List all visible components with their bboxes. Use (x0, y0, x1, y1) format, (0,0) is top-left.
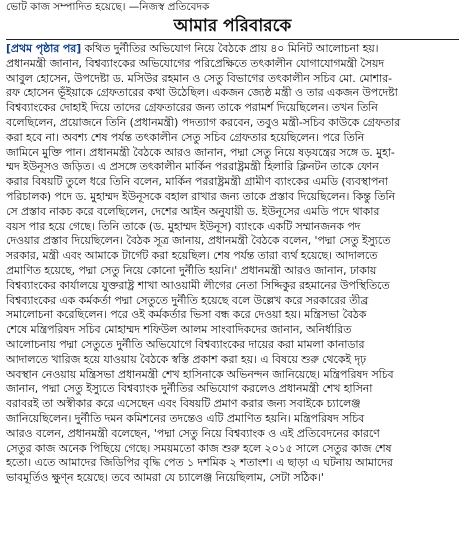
article-line: রফ হোসেন ভূঁইয়াকে গ্রেফতারের কথা উঠেছিল। একজন জ্যেষ্ঠ মন্ত্রী ও তার একজন উপদেষ্টা (6, 86, 398, 100)
article-line: আরও বলেন, প্রধানমন্ত্রী বলেছেন, 'পদ্মা সেতু নিয়ে বিশ্বব্যাংক ও এই প্রতিবেদনের কারণে (6, 426, 380, 440)
article-line: ভাবমূর্তিও ক্ষুণ্ন হয়েছে। তবে আমরা যে চ্যালেঞ্জ নিয়েছিলাম, সেটা সঠিক।' (6, 471, 324, 485)
article-line: বিশ্বব্যাংকের দোহাই দিয়ে তাদের গ্রেফতারের জন্য তাকে পরামর্শ দিয়েছিলেন। তখন তিনি (6, 101, 378, 115)
article-headline: আমার পরিবারকে (173, 16, 292, 36)
article-line: করার বিষয়টি তুলে ধরে তিনি বলেন, মার্কিন পররাষ্ট্রমন্ত্রী গ্রামীণ ব্যাংকের এমডি (ব্যবস্থাপনা (6, 175, 388, 189)
article-line: সেতুর কাজ অনেক পিছিয়ে গেছে। সময়মতো কাজ শুরু হলে ২০১৫ সালে সেতুর কাজ শেষ (6, 441, 392, 455)
article-line: প্রধানমন্ত্রী জানান, বিশ্বব্যাংকের অভিযোগের পরিপ্রেক্ষিতে তৎকালীন যোগাযোগমন্ত্রী সৈয়দ (6, 56, 385, 70)
article-line: বয়স পার হয়ে গেছে। তিনি তাকে (ড. মুহাম্মদ ইউনূস) ব্যাংকে একটি সম্মানজনক পদ (6, 219, 361, 233)
article-line: সমালোচনা করেছিলেন। পরে ওই কর্মকর্তার ভিসা বন্ধ করে দেওয়া হয়। মন্ত্রিসভা বৈঠক (6, 308, 367, 322)
article-line: পরিচালক) পদে ড. মুহাম্মদ ইউনূসকে বহাল রাখার জন্য তাকে প্রস্তাব দিয়েছিলেন। কিন্তু তিনি (6, 189, 396, 203)
continuation-marker: [প্রথম পৃষ্ঠার পর] (6, 42, 82, 55)
headline-container (0, 15, 465, 37)
previous-article-end-line: ভোট কাজ সম্পাদিত হয়েছে। —নিজস্ব প্রতিবেদক (6, 1, 210, 13)
article-line: জামিনে মুক্তি পান। প্রধানমন্ত্রী বৈঠকে আরও জানান, পদ্মা সেতু নিয়ে ষড়যন্ত্রের সঙ্গে ড. মুহা- (6, 145, 395, 159)
article-line: অবস্থান নেওয়ায় মন্ত্রিসভা প্রধানমন্ত্রী শেখ হাসিনাকে অভিনন্দন জানিয়েছে। মন্ত্রিপরিষদ সচিব (6, 367, 394, 381)
article-line: আলোচনায় পদ্মা সেতুতে দুর্নীতি অভিযোগে বিশ্বব্যাংকের দায়ের করা মামলা কানাডার (6, 337, 365, 351)
article-line: বলেছিলেন, প্রয়োজনে তিনি (প্রধানমন্ত্রী) পদত্যাগ করবেন, তবুও মন্ত্রী-সচিব কাউকে গ্রেফতার (6, 115, 401, 129)
article-line: আদালতে খারিজ হয়ে যাওয়ায় বৈঠকে স্বস্তি প্রকাশ করা হয়। এ বিষয়ে শুরু থেকেই দৃঢ় (6, 352, 367, 366)
article-line: শেষে মন্ত্রিপরিষদ সচিব মোহাম্মদ শফিউল আলম সাংবাদিকদের জানান, অনির্ধারিত (6, 323, 352, 337)
article-line: দেওয়ার প্রস্তাব দিয়েছিলেন। বৈঠক সূত্র জানায়, প্রধানমন্ত্রী বৈঠকে বলেন, 'পদ্মা সেতু ইস্যুতে (6, 234, 391, 248)
article-line: সরকার, মন্ত্রী এবং আমাকে টার্গেট করা হয়েছিল। শেষ পর্যন্ত তারা ব্যর্থ হয়েছে। আদালতে (6, 249, 378, 263)
article-line: ম্মদ ইউনূসও জড়িত। এ প্রসঙ্গে তৎকালীন মার্কিন পররাষ্ট্রমন্ত্রী হিলারি ক্লিনটন তাকে ফোন (6, 160, 379, 174)
article-line: হতো। এতে আমাদের জিডিপির বৃদ্ধি পেত ১ দশমিক ২ শতাংশ। এ ছাড়া এ ঘটনায় আমাদের (6, 456, 393, 470)
article-line: জানান, পদ্মা সেতু ইস্যুতে বিশ্বব্যাংক দুর্নীতির অভিযোগ করলেও প্রধানমন্ত্রী শেখ হাসিনা (6, 382, 373, 396)
article-line: জানিয়েছিলেন। দুর্নীতি দমন কমিশনের তদন্তেও এটি প্রমাণিত হয়নি। মন্ত্রিপরিষদ সচিব (6, 411, 365, 425)
article-body (6, 42, 460, 552)
article-line: [প্রথম পৃষ্ঠার পর] কথিত দুর্নীতির অভিযোগ নিয়ে বৈঠকে প্রায় ৪০ মিনিট আলোচনা হয়। (6, 42, 379, 55)
headline-divider (6, 39, 459, 40)
article-line: আবুল হোসেন, উপদেষ্টা ড. মসিউর রহমান ও সেতু বিভাগের তৎকালীন সচিব মো. মোশার- (6, 71, 393, 85)
article-line: প্রমাণিত হয়েছে, পদ্মা সেতু নিয়ে কোনো দুর্নীতি হয়নি।' প্রধানমন্ত্রী আরও জানান, ঢাকায় (6, 263, 377, 277)
article-line: বিশ্বব্যাংকের কার্যালয়ে যুক্তরাষ্ট্র শাখা আওয়ামী লীগের নেতা সিদ্দিকুর রহমানের উপস্থিতিতে (6, 278, 390, 292)
article-line: সে প্রস্তাব নাকচ করে বলেছিলেন, দেশের আইন অনুযায়ী ড. ইউনূসের এমডি পদে থাকার (6, 204, 380, 218)
article-line: বিশ্বব্যাংকের এক কর্মকর্তা পদ্মা সেতুতে দুর্নীতি হয়েছে বলে উল্লেখ করে সরকারের তীব্র (6, 293, 369, 307)
article-line: করা হবে না। অবশ্য শেষ পর্যন্ত তৎকালীন সেতু সচিব গ্রেফতার হয়েছিলেন। পরে তিনি (6, 130, 365, 144)
article-line: বরাবরই তা অস্বীকার করে এসেছেন এবং বিষয়টি প্রমাণ করার জন্য সবাইকে চ্যালেঞ্জ (6, 397, 361, 411)
